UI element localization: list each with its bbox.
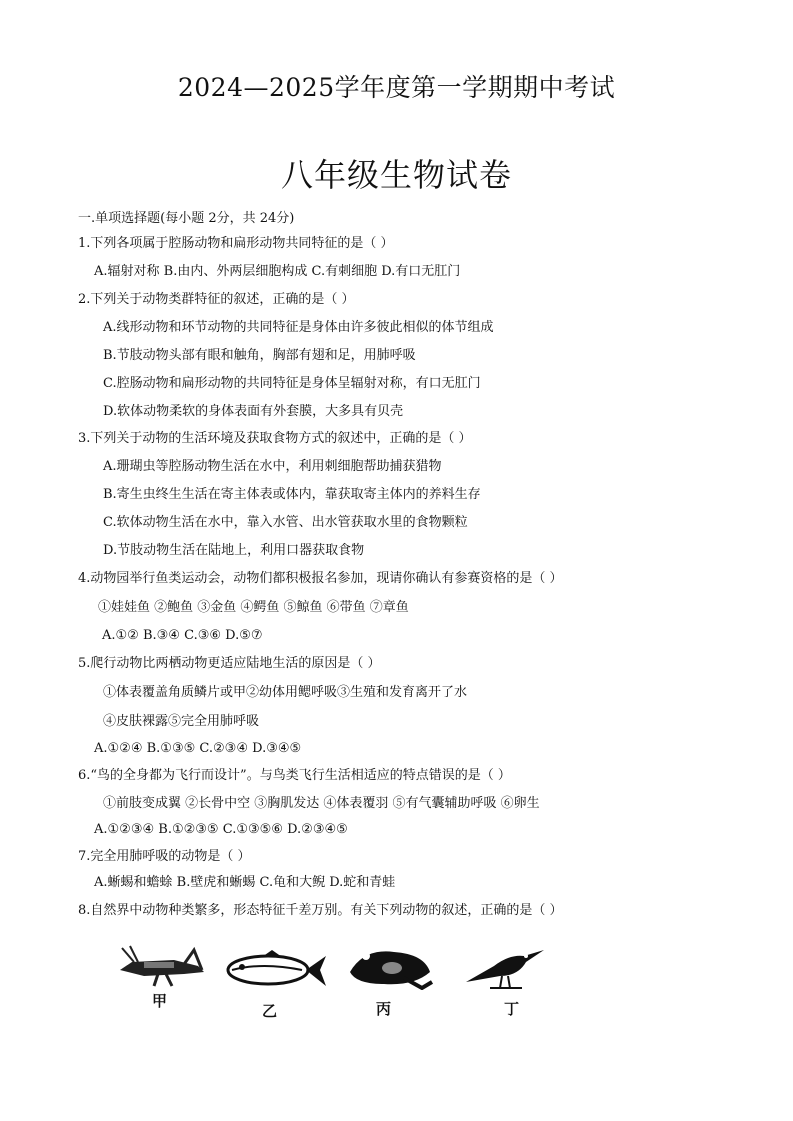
figure-label-jia: 甲 (152, 992, 168, 1010)
question-7-options: A.蜥蜴和蟾蜍 B.壁虎和蜥蜴 C.龟和大鲵 D.蛇和青蛙 (94, 875, 396, 890)
question-5-options: A.①②④ B.①③⑤ C.②③④ D.③④⑤ (94, 741, 302, 756)
question-3-option-d: D.节肢动物生活在陆地上，利用口器获取食物 (103, 543, 365, 558)
question-4: 4.动物园举行鱼类运动会，动物们都积极报名参加，现请你确认有参赛资格的是（ ） (78, 571, 563, 586)
animal-figures (96, 928, 566, 1028)
question-2-option-d: D.软体动物柔软的身体表面有外套膜，大多具有贝壳 (103, 404, 404, 419)
figure-label-bing: 丙 (376, 1000, 392, 1018)
question-6-items: ①前肢变成翼 ②长骨中空 ③胸肌发达 ④体表覆羽 ⑤有气囊辅助呼吸 ⑥卵生 (103, 796, 540, 811)
question-3-option-a: A.珊瑚虫等腔肠动物生活在水中，利用刺细胞帮助捕获猎物 (103, 459, 442, 474)
fish-image (222, 948, 330, 992)
question-3-option-c: C.软体动物生活在水中，靠入水管、出水管获取水里的食物颗粒 (103, 515, 468, 530)
question-8: 8.自然界中动物种类繁多，形态特征千差万别。有关下列动物的叙述，正确的是（ ） (78, 903, 563, 918)
question-1-options: A.辐射对称 B.由内、外两层细胞构成 C.有刺细胞 D.有口无肛门 (94, 264, 461, 279)
exam-title: 2024—2025学年度第一学期期中考试 (177, 73, 616, 102)
section-heading: 一.单项选择题(每小题 2分，共 24分) (78, 211, 295, 226)
frog-image (344, 942, 436, 990)
question-7: 7.完全用肺呼吸的动物是（ ） (78, 849, 251, 864)
question-2: 2.下列关于动物类群特征的叙述，正确的是（ ） (78, 292, 355, 307)
question-2-option-b: B.节肢动物头部有眼和触角，胸部有翅和足，用肺呼吸 (103, 348, 416, 363)
figure-label-yi: 乙 (262, 1002, 278, 1020)
question-5-items-2: ④皮肤裸露⑤完全用肺呼吸 (103, 714, 260, 729)
figure-label-ding: 丁 (504, 1000, 520, 1018)
question-6: 6.“鸟的全身都为飞行而设计”。与鸟类飞行生活相适应的特点错误的是（ ） (78, 768, 511, 783)
question-5-items-1: ①体表覆盖角质鳞片或甲②幼体用鳃呼吸③生殖和发育离开了水 (103, 685, 468, 700)
question-5: 5.爬行动物比两栖动物更适应陆地生活的原因是（ ） (78, 656, 381, 671)
question-2-option-c: C.腔肠动物和扁形动物的共同特征是身体呈辐射对称，有口无肛门 (103, 376, 481, 391)
question-4-options: A.①② B.③④ C.③⑥ D.⑤⑦ (102, 628, 263, 643)
grasshopper-image (114, 940, 210, 990)
exam-subtitle: 八年级生物试卷 (280, 156, 512, 194)
question-2-option-a: A.线形动物和环节动物的共同特征是身体由许多彼此相似的体节组成 (103, 320, 494, 335)
question-6-options: A.①②③④ B.①②③⑤ C.①③⑤⑥ D.②③④⑤ (94, 822, 348, 837)
bird-image (460, 938, 550, 994)
question-3: 3.下列关于动物的生活环境及获取食物方式的叙述中，正确的是（ ） (78, 431, 472, 446)
question-1: 1.下列各项属于腔肠动物和扁形动物共同特征的是（ ） (78, 236, 394, 251)
question-4-items: ①娃娃鱼 ②鲍鱼 ③金鱼 ④鳄鱼 ⑤鲸鱼 ⑥带鱼 ⑦章鱼 (98, 600, 409, 615)
question-3-option-b: B.寄生虫终生生活在寄主体表或体内，靠获取寄主体内的养料生存 (103, 487, 481, 502)
